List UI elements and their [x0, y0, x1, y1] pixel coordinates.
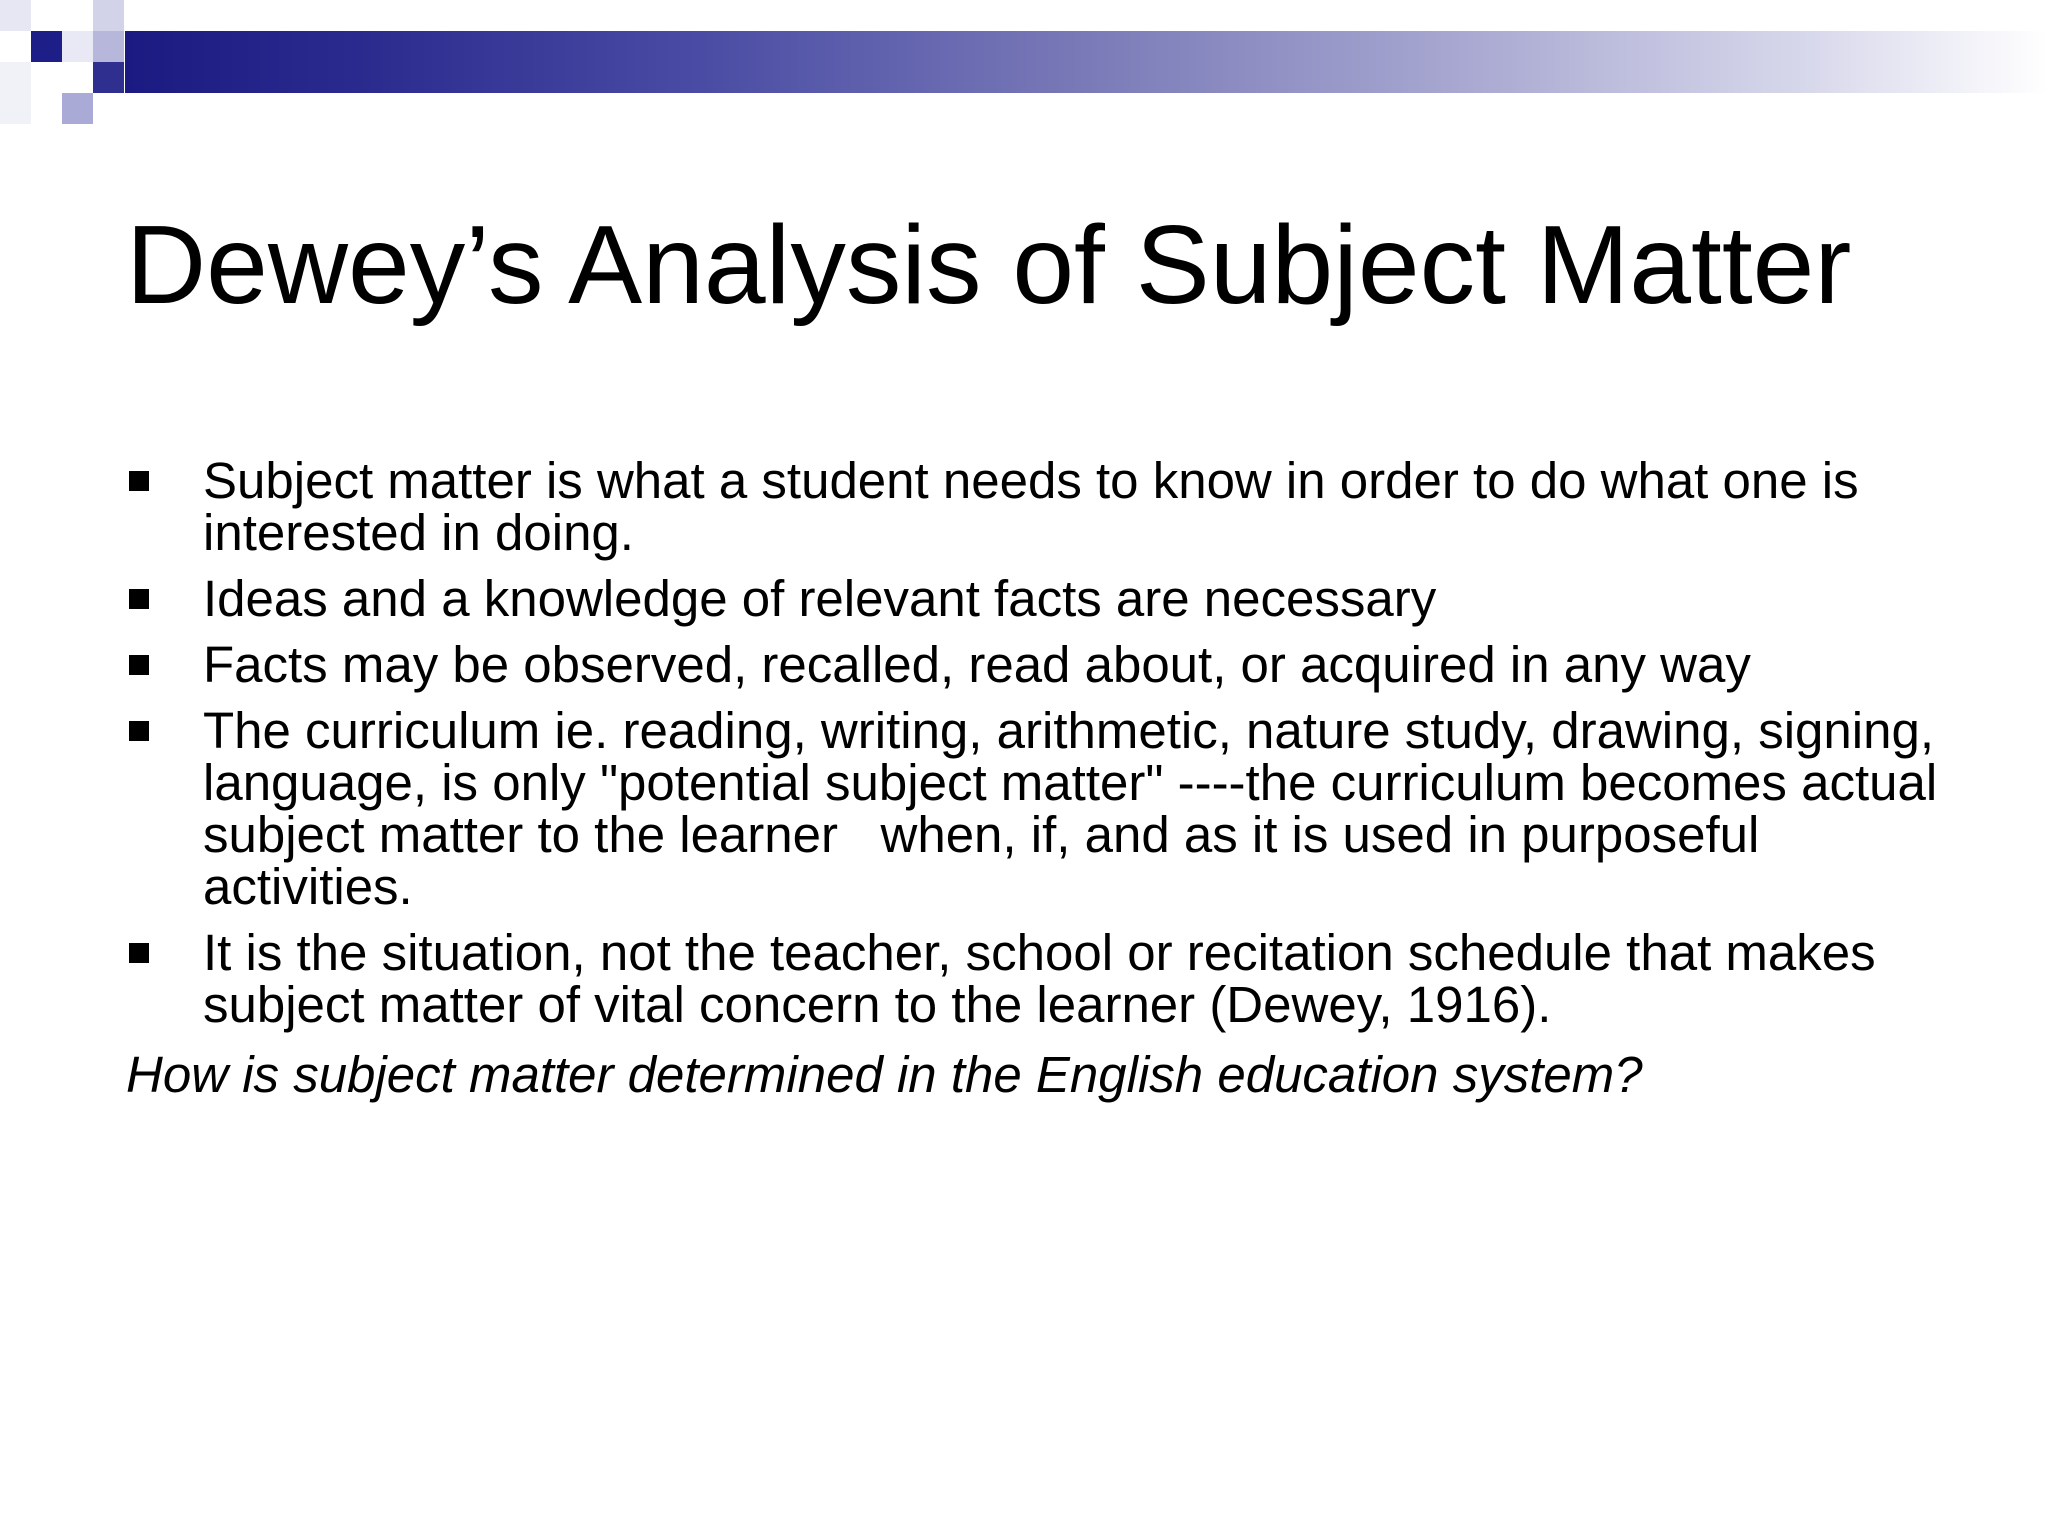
header-gradient-bar — [125, 31, 2048, 93]
bullet-text: It is the situation, not the teacher, school or recitation schedule that makes subject matter of vital concern to the learner (Dewey, 1916). — [203, 924, 1876, 1033]
bullet-list — [126, 452, 1976, 1105]
square-bullet-icon — [129, 943, 149, 963]
square-bullet-icon — [129, 589, 149, 609]
header-square — [93, 0, 124, 31]
header-square — [62, 93, 93, 124]
bullet-text: Subject matter is what a student needs to know in order to do what one is interested in doing. — [203, 452, 1859, 561]
square-bullet-icon — [129, 655, 149, 675]
bullet-text: The curriculum ie. reading, writing, arithmetic, nature study, drawing, signing, language, is only "potential subject matter" ----the curriculum becomes actual subject matter to the learner when, if, and as it is used in purposeful activities. — [203, 702, 1952, 915]
square-bullet-icon — [129, 721, 149, 741]
bullet-item — [126, 636, 1976, 693]
header-square — [93, 31, 124, 62]
header-square — [62, 31, 93, 62]
bullet-text: Ideas and a knowledge of relevant facts are necessary — [203, 570, 1437, 627]
header-square — [31, 31, 62, 62]
bullet-text: Facts may be observed, recalled, read about, or acquired in any way — [203, 636, 1751, 693]
bullet-item — [126, 452, 1976, 561]
bullet-item — [126, 702, 1976, 915]
header-square — [0, 62, 31, 124]
bullet-item — [126, 570, 1976, 627]
slide-title: Dewey’s Analysis of Subject Matter — [126, 203, 1852, 327]
bullet-item — [126, 924, 1976, 1033]
closing-question: How is subject matter determined in the English education system? — [126, 1046, 1643, 1103]
header-square — [93, 62, 124, 93]
square-bullet-icon — [129, 471, 149, 491]
header-square — [0, 0, 31, 31]
